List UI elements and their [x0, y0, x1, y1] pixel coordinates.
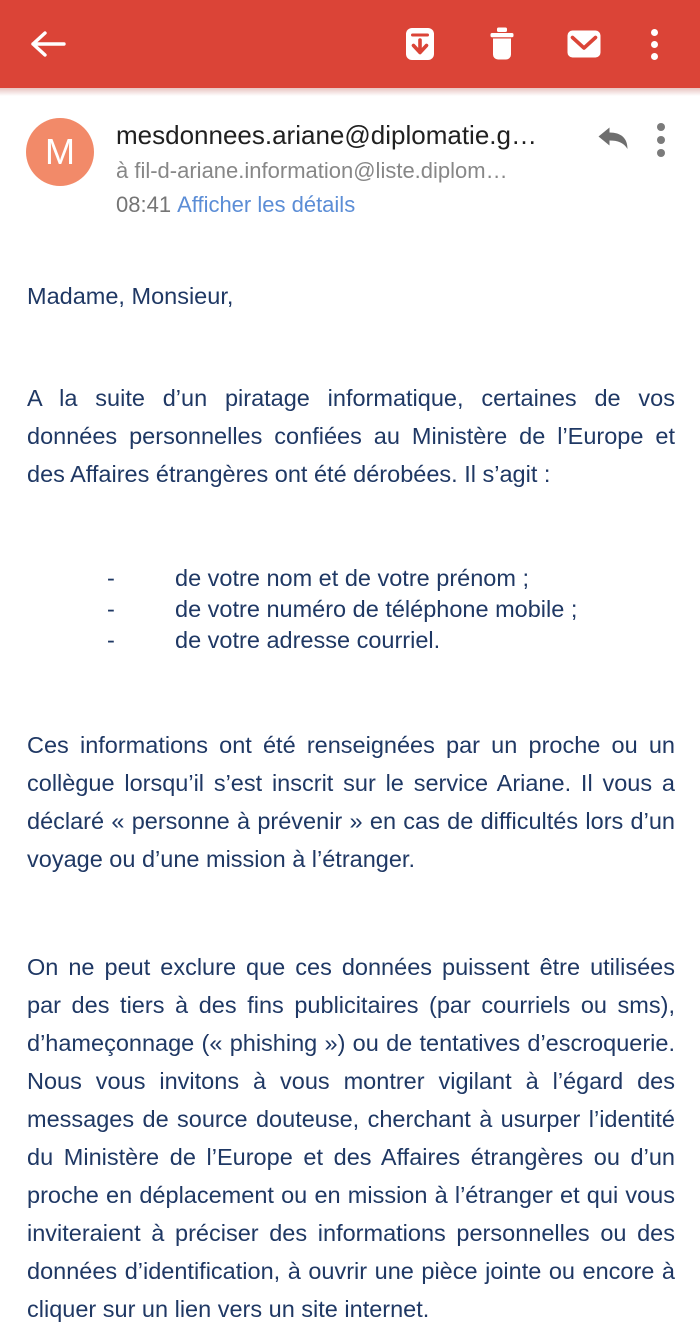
email-toolbar — [0, 0, 700, 88]
back-button[interactable] — [20, 16, 76, 72]
bullet-marker: - — [107, 565, 115, 591]
message-meta — [116, 189, 590, 221]
archive-icon — [403, 26, 437, 62]
message-header — [0, 96, 700, 221]
message-overflow-dot-1 — [657, 123, 665, 131]
archive-button[interactable] — [392, 16, 448, 72]
body-spacer-4 — [27, 878, 675, 948]
body-spacer-top — [27, 221, 675, 277]
recipient-address[interactable]: à fil-d-ariane.information@liste.diplom… — [116, 158, 508, 183]
list-item-label: de votre nom et de votre prénom ; — [175, 565, 529, 591]
body-spacer-3 — [27, 656, 675, 726]
message-header-text — [94, 116, 590, 221]
list-item-label: de votre numéro de téléphone mobile ; — [175, 596, 578, 622]
sender-address[interactable]: mesdonnees.ariane@diplomatie.g… — [116, 120, 537, 150]
body-paragraph-2: Ces informations ont été renseignées par un proche ou un collègue lorsqu’il s’est inscrit sur le service Ariane. Il vous a déclaré « personne à prévenir » en cas de difficultés lors d’un voyage ou d’une mission à l’étranger. — [27, 732, 675, 872]
stolen-data-list — [27, 563, 675, 656]
bullet-marker: - — [107, 627, 115, 653]
delete-button[interactable] — [474, 16, 530, 72]
avatar[interactable] — [26, 118, 94, 186]
toolbar-shadow — [0, 88, 700, 96]
message-time: 08:41 — [116, 192, 172, 217]
reply-arrow-icon — [596, 123, 632, 158]
envelope-icon — [566, 29, 602, 59]
list-item — [107, 563, 675, 594]
show-details-link[interactable]: Afficher les détails — [177, 192, 356, 217]
body-greeting: Madame, Monsieur, — [27, 283, 234, 309]
body-spacer-1 — [27, 315, 675, 379]
back-arrow-icon — [30, 29, 66, 59]
body-paragraph-1: A la suite d’un piratage informatique, certaines de vos données personnelles confiées au Ministère de l’Europe et des Affaires étrangères ont été dérobées. Il s’agit : — [27, 385, 675, 487]
message-body — [0, 221, 700, 1328]
list-item — [107, 594, 675, 625]
message-overflow-dot-3 — [657, 149, 665, 157]
toolbar-overflow-button[interactable] — [626, 16, 682, 72]
reply-button[interactable] — [590, 118, 638, 162]
overflow-dot-3 — [651, 53, 658, 60]
list-item — [107, 625, 675, 656]
message-overflow-dot-2 — [657, 136, 665, 144]
message-overflow-button[interactable] — [638, 118, 684, 162]
body-spacer-2 — [27, 493, 675, 563]
list-item-label: de votre adresse courriel. — [175, 627, 441, 653]
message-header-actions — [590, 116, 684, 162]
bullet-marker: - — [107, 596, 115, 622]
overflow-dot-2 — [651, 41, 658, 48]
trash-icon — [487, 26, 517, 62]
mark-unread-button[interactable] — [556, 16, 612, 72]
body-paragraph-3: On ne peut exclure que ces données puissent être utilisées par des tiers à des fins publicitaires (par courriels ou sms), d’hameçonnage (« phishing ») ou de tentatives d’escroquerie. Nous vous invitons à vous montrer vigilant à l’égard des messages de source douteuse, cherchant à usurper l’identité du Ministère de l’Europe et des Affaires étrangères ou d’un proche en déplacement ou en mission à l’étranger et qui vous inviteraient à préciser des informations personnelles ou des données d’identification, à ouvrir une pièce jointe ou encore à cliquer sur un lien vers un site internet. — [27, 954, 675, 1322]
overflow-dot-1 — [651, 29, 658, 36]
avatar-initial: M — [45, 131, 75, 172]
